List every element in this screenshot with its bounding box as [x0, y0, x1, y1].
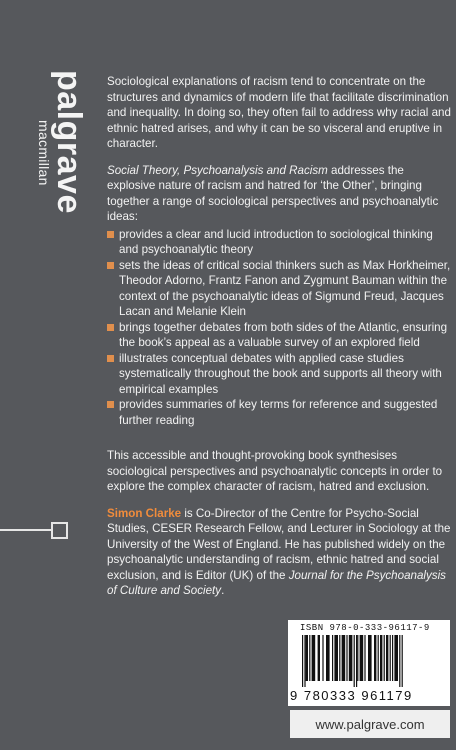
- barcode-bar: [390, 635, 391, 681]
- back-cover-text: [107, 74, 452, 610]
- barcode-bar: [346, 635, 347, 681]
- barcode-bar: [302, 635, 303, 687]
- author-bio: [107, 506, 452, 599]
- barcode-bar: [386, 635, 388, 681]
- author-bio-text: is Co-Director of the Centre for Psycho-Social Studies, CESER Research Fellow, and Lecturer in Sociology at the University of the West of England. He has published widely on the psychoanalytic understanding of racism, ethnic hatred and social exclusion, and is Editor (UK) of the: [107, 506, 451, 582]
- feature-item: sets the ideas of critical social thinkers such as Max Horkheimer, Theodor Adorno, Frantz Fanon and Zygmunt Bauman within the context of the psychoanalytic ideas of Sigmund Freud, Jacques Lacan and Melanie Klein: [107, 258, 452, 320]
- barcode-number: 9 780333 961179: [290, 688, 413, 703]
- barcode-bar: [349, 635, 353, 681]
- website-url[interactable]: www.palgrave.com: [290, 710, 450, 738]
- book-description: [107, 163, 452, 225]
- barcode-bar: [339, 635, 340, 681]
- barcode-bar: [399, 635, 400, 687]
- barcode-bar: [380, 635, 382, 681]
- barcode-bar: [312, 635, 316, 681]
- author-name: Simon Clarke: [107, 506, 182, 520]
- square-outline-icon: [51, 522, 68, 539]
- book-description-text: addresses the explosive nature of racism and hatred for ‘the Other’, bringing together a range of sociological perspectives and psychoanalytic ideas:: [107, 163, 439, 223]
- decorative-line: [0, 529, 51, 531]
- journal-title: Journal for the Psychoanalysis of Culture and Society: [107, 568, 446, 597]
- feature-item: provides summaries of key terms for reference and suggested further reading: [107, 397, 452, 428]
- isbn-text: ISBN 978-0-333-96117-9: [300, 623, 430, 633]
- barcode-bar: [384, 635, 385, 681]
- summary-paragraph: This accessible and thought-provoking book synthesises sociological perspectives and psychoanalytic concepts in order to explore the complex character of racism, hatred and exclusion.: [107, 449, 443, 493]
- barcode-bar: [402, 635, 403, 687]
- feature-item: brings together debates from both sides of the Atlantic, ensuring the book’s appeal as a valuable survey of an explored field: [107, 320, 452, 351]
- barcode-bar: [357, 635, 358, 681]
- barcode-bar: [354, 635, 355, 687]
- barcode-bar: [368, 635, 372, 681]
- barcode-bar: [392, 635, 393, 681]
- book-title: Social Theory, Psychoanalysis and Racism: [107, 163, 328, 177]
- barcode-bar: [326, 635, 330, 681]
- barcode-bar: [304, 635, 305, 687]
- barcode-bar: [332, 635, 333, 681]
- barcode-bar: [309, 635, 310, 681]
- barcode-bar: [322, 635, 323, 681]
- feature-item: illustrates conceptual debates with applied case studies systematically throughout the book and supports all theory with empirical examples: [107, 351, 452, 398]
- barcode-bar: [342, 635, 346, 681]
- barcode-bar: [360, 635, 364, 681]
- intro-paragraph: Sociological explanations of racism tend to concentrate on the structures and dynamics of modern life that facilitate discrimination and inequality. In doing so, they often fail to address why racial and ethnic hatred arises, and why it can be so visceral and eruptive in character.: [107, 75, 451, 150]
- publisher-logo: [0, 0, 90, 260]
- feature-list: [107, 227, 452, 429]
- feature-item: provides a clear and lucid introduction to sociological thinking and psychoanalytic theory: [107, 227, 452, 258]
- barcode-bar: [364, 635, 365, 681]
- logo-macmillan-text: macmillan: [36, 120, 52, 186]
- barcode-bar: [334, 635, 338, 681]
- author-bio-end: .: [221, 584, 225, 597]
- barcode-panel: [288, 620, 450, 706]
- barcode-bar: [374, 635, 376, 681]
- barcode-bar: [378, 635, 379, 681]
- logo-palgrave-text: palgrave: [50, 70, 88, 214]
- barcode-bar: [356, 635, 357, 687]
- barcode-bar: [306, 635, 308, 681]
- barcode-bar: [318, 635, 320, 681]
- barcode-graphic: [300, 635, 440, 687]
- barcode-bar: [394, 635, 398, 681]
